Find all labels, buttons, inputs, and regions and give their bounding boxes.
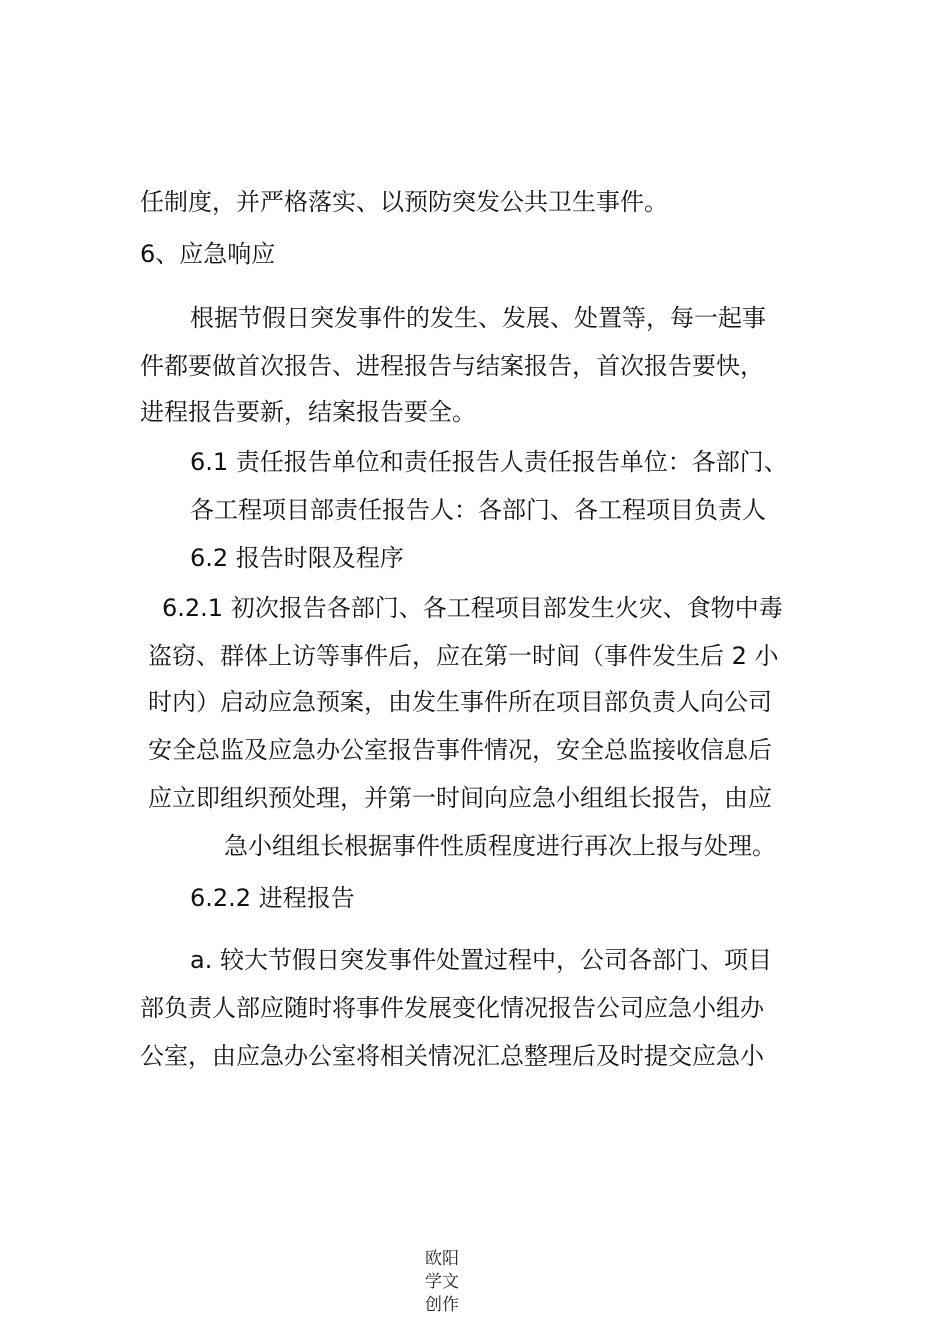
footer-line: 创作 xyxy=(425,1295,459,1315)
subsection-line: 6.2.1 初次报告各部门、各工程项目部发生火灾、食物中毒 xyxy=(162,594,783,622)
text-line: 部负责人部应随时将事件发展变化情况报告公司应急小组办 xyxy=(140,994,764,1022)
section-heading: 6、应急响应 xyxy=(140,240,276,268)
text-line: 公室，由应急办公室将相关情况汇总整理后及时提交应急小 xyxy=(140,1042,764,1070)
subsection-heading: 6.2 报告时限及程序 xyxy=(190,544,404,572)
text-line: 各工程项目部责任报告人：各部门、各工程项目负责人 xyxy=(190,496,766,524)
text-line: 件都要做首次报告、进程报告与结案报告，首次报告要快， xyxy=(140,352,764,380)
text-line: 任制度，并严格落实、以预防突发公共卫生事件。 xyxy=(140,188,668,216)
text-line: 应立即组织预处理，并第一时间向应急小组组长报告，由应 xyxy=(148,784,772,812)
footer-line: 学文 xyxy=(425,1272,459,1292)
text-line: 进程报告要新，结案报告要全。 xyxy=(140,398,476,426)
footer-line: 欧阳 xyxy=(425,1249,459,1269)
text-line: 盗窃、群体上访等事件后，应在第一时间（事件发生后 2 小 xyxy=(148,642,779,670)
text-line: 安全总监及应急办公室报告事件情况，安全总监接收信息后 xyxy=(148,736,772,764)
text-line: a. 较大节假日突发事件处置过程中，公司各部门、项目 xyxy=(190,946,772,974)
subsection-line: 6.1 责任报告单位和责任报告人责任报告单位：各部门、 xyxy=(190,448,788,476)
subsection-heading: 6.2.2 进程报告 xyxy=(190,884,355,912)
text-line: 根据节假日突发事件的发生、发展、处置等，每一起事 xyxy=(190,304,766,332)
text-line: 时内）启动应急预案，由发生事件所在项目部负责人向公司 xyxy=(148,688,772,716)
page-footer xyxy=(422,1248,462,1317)
text-line: 急小组组长根据事件性质程度进行再次上报与处理。 xyxy=(224,832,776,860)
